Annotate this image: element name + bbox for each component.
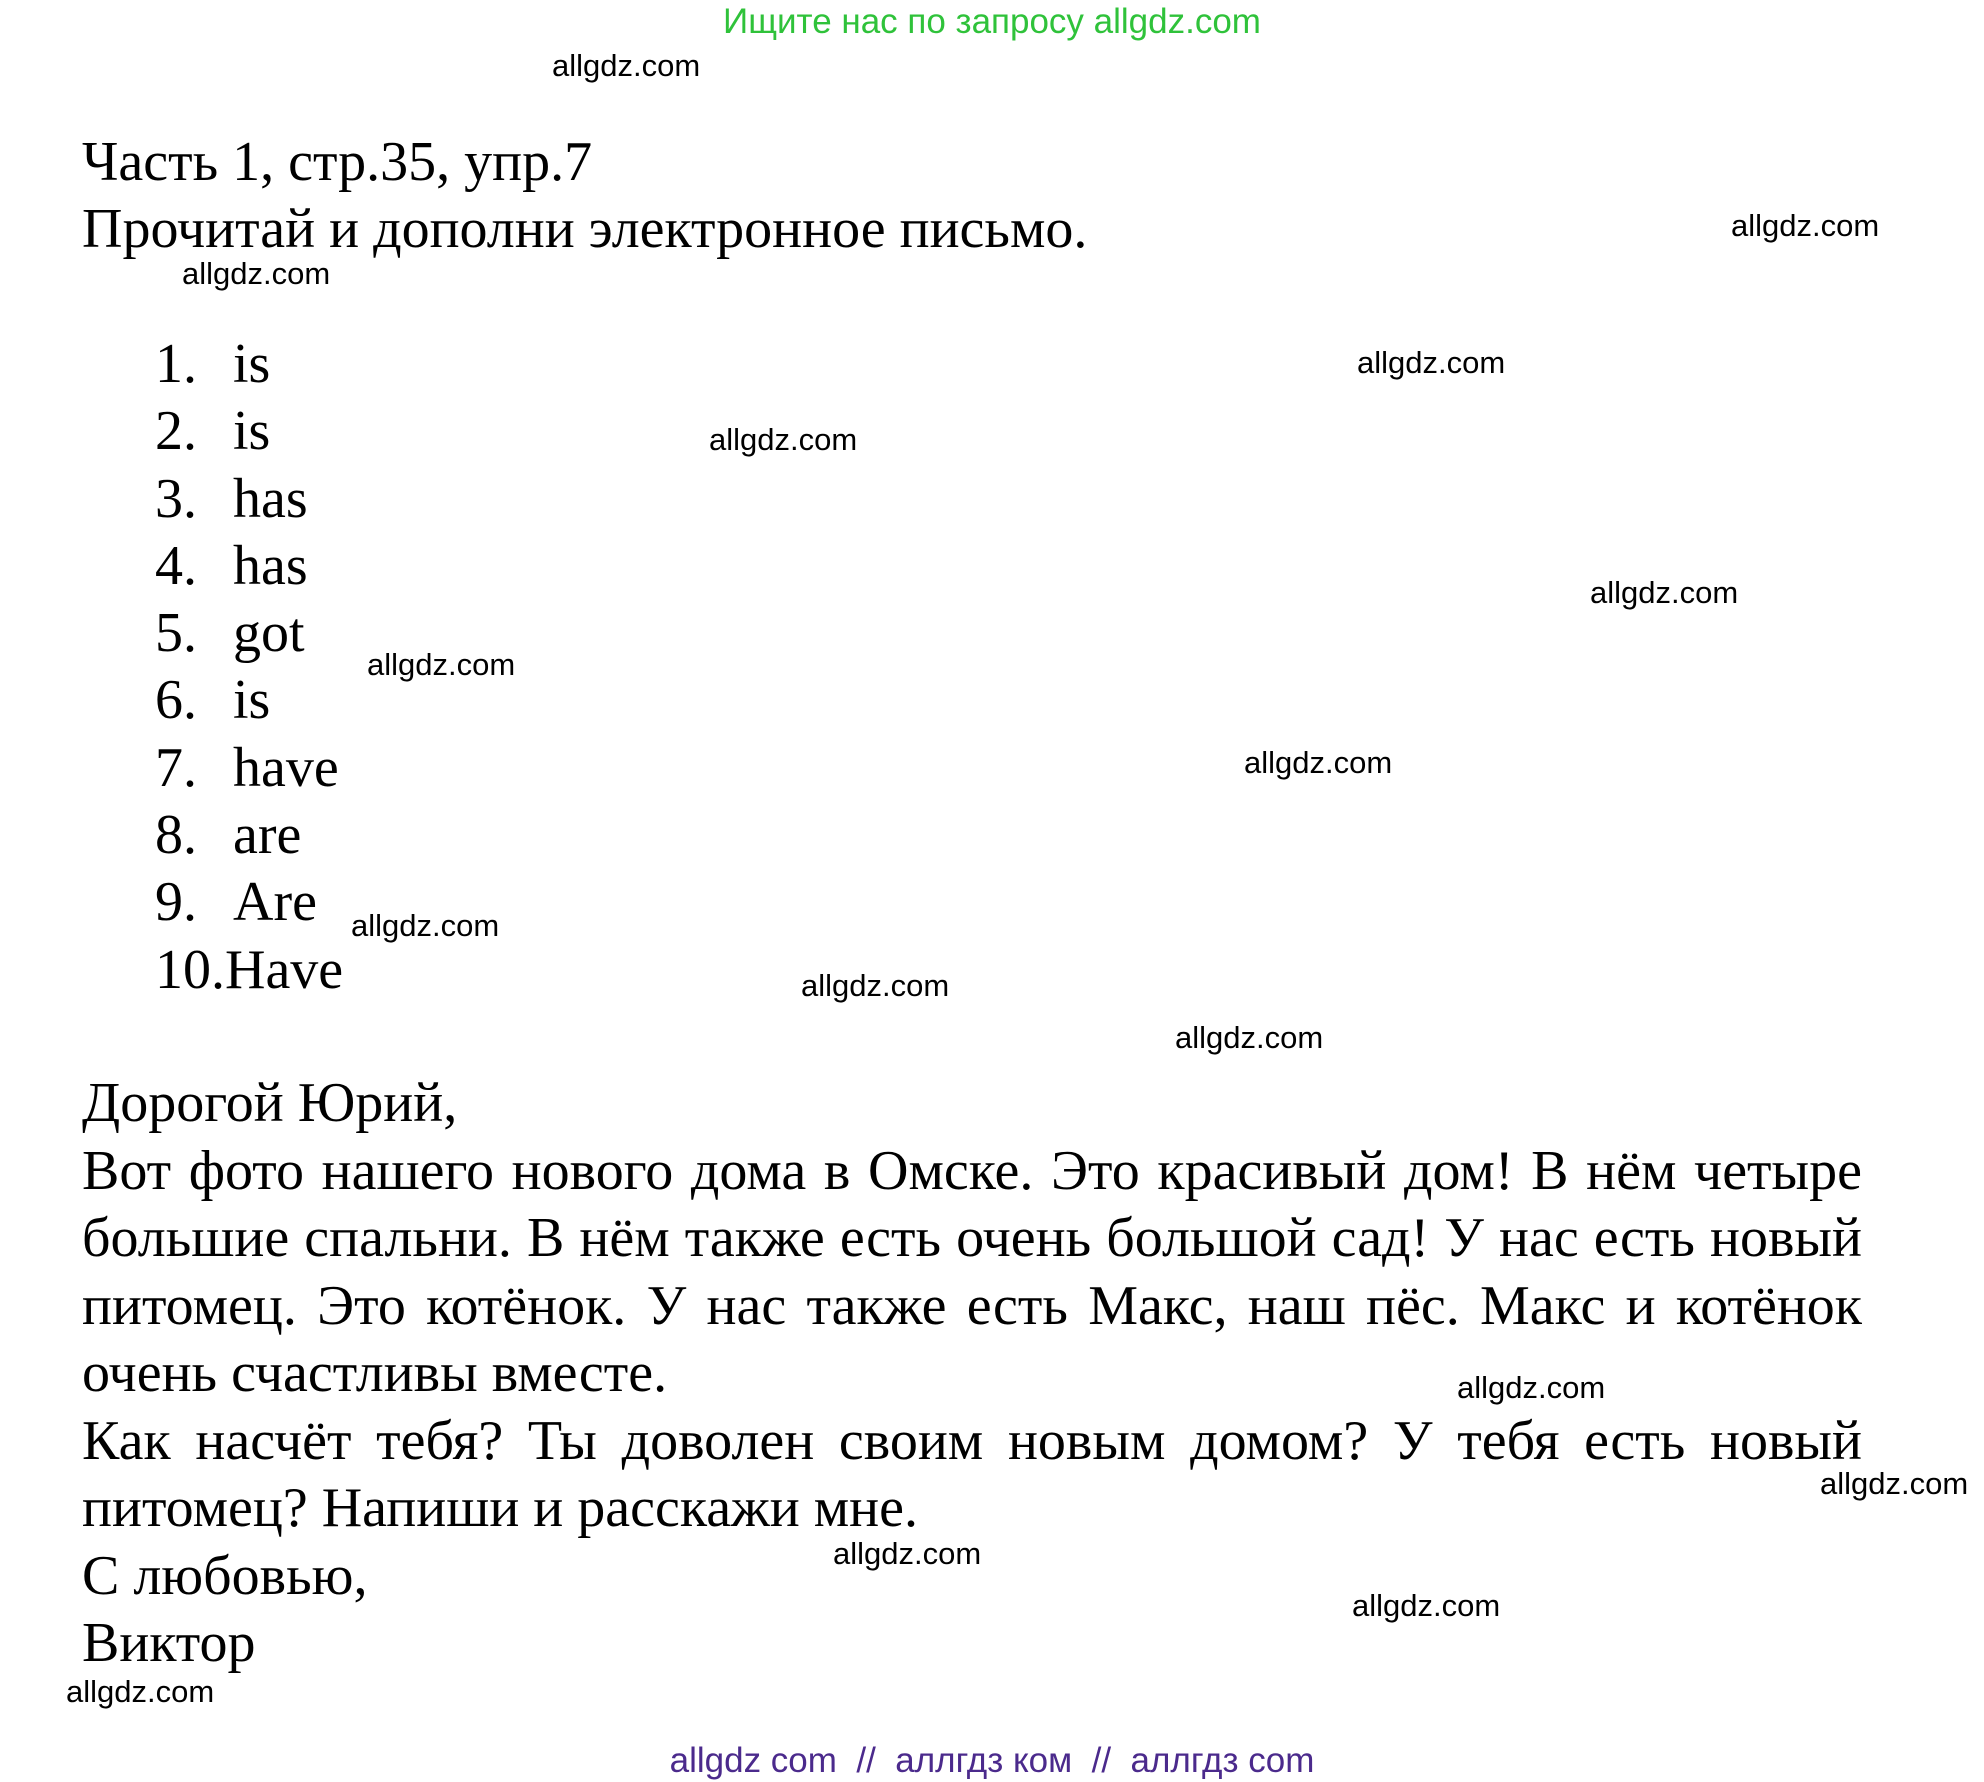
watermark: allgdz.com	[1731, 208, 1880, 243]
answer-list	[155, 331, 343, 1004]
answer-word: Have	[225, 938, 344, 1001]
letter-signature: Виктор	[82, 1612, 256, 1674]
answer-number: 10.	[155, 938, 225, 1001]
watermark: allgdz.com	[1457, 1370, 1606, 1405]
answer-item	[155, 667, 343, 734]
answer-number: 1.	[155, 333, 197, 395]
answer-word: is	[233, 400, 271, 463]
watermark: allgdz.com	[182, 256, 331, 291]
answer-number: 3.	[155, 467, 197, 530]
answer-word: have	[233, 736, 339, 799]
watermark: allgdz.com	[709, 422, 858, 457]
exercise-reference: Часть 1, стр.35, упр.7	[82, 131, 593, 193]
site-footer: allgdz com // аллгдз ком // аллгдз com	[669, 1741, 1315, 1780]
answer-item	[155, 735, 343, 802]
answer-item	[155, 466, 343, 533]
answer-item	[155, 802, 343, 869]
answer-item	[155, 600, 343, 667]
answer-item	[155, 331, 343, 398]
watermark: allgdz.com	[1590, 575, 1739, 610]
watermark: allgdz.com	[1175, 1020, 1324, 1055]
answer-item	[155, 533, 343, 600]
answer-item	[155, 398, 343, 465]
answer-word: has	[233, 534, 308, 597]
answer-word: Are	[233, 871, 317, 934]
watermark: allgdz.com	[552, 48, 701, 83]
answer-number: 6.	[155, 669, 197, 732]
watermark: allgdz.com	[367, 647, 516, 682]
watermark: allgdz.com	[1357, 345, 1506, 380]
answer-word: has	[233, 467, 308, 530]
watermark: allgdz.com	[801, 968, 950, 1003]
answer-number: 4.	[155, 534, 197, 597]
letter-paragraph: Как насчёт тебя? Ты доволен своим новым домом? У тебя есть новый питомец? Напиши и расскажи мне.	[82, 1409, 1862, 1539]
answer-word: got	[233, 602, 305, 665]
answer-word: is	[233, 669, 271, 732]
answer-number: 5.	[155, 602, 197, 665]
watermark: allgdz.com	[1352, 1588, 1501, 1623]
watermark: allgdz.com	[351, 908, 500, 943]
exercise-instruction: Прочитай и дополни электронное письмо.	[82, 198, 1088, 260]
watermark: allgdz.com	[1244, 745, 1393, 780]
letter-paragraph: Вот фото нашего нового дома в Омске. Это красивый дом! В нём четыре большие спальни. В нём также есть очень большой сад! У нас есть новый питомец. Это котёнок. У нас также есть Макс, наш пёс. Макс и котёнок очень счастливы вместе.	[82, 1139, 1862, 1404]
answer-word: is	[233, 333, 271, 395]
watermark: allgdz.com	[1820, 1466, 1969, 1501]
watermark: allgdz.com	[833, 1536, 982, 1571]
letter-closing: С любовью,	[82, 1544, 368, 1607]
answer-number: 8.	[155, 804, 197, 867]
answer-item	[155, 869, 343, 936]
answer-word: are	[233, 804, 302, 867]
search-banner: Ищите нас по запросу allgdz.com	[723, 2, 1261, 41]
answer-number: 9.	[155, 871, 197, 934]
answer-number: 7.	[155, 736, 197, 799]
answer-number: 2.	[155, 400, 197, 463]
answer-item	[155, 937, 343, 1004]
letter-greeting: Дорогой Юрий,	[82, 1072, 458, 1134]
watermark: allgdz.com	[66, 1674, 215, 1709]
